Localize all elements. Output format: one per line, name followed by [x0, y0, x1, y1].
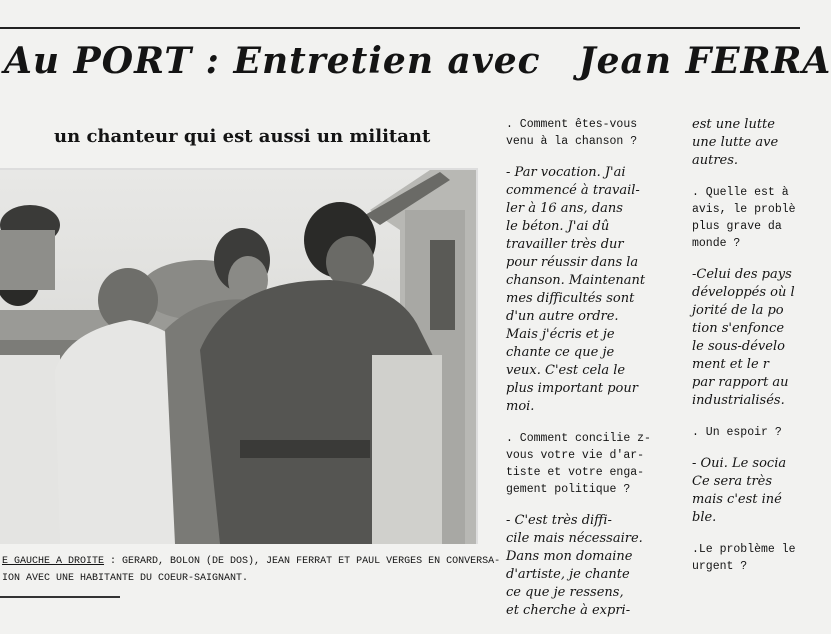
- answer-1-line: travailler très dur: [506, 237, 624, 252]
- answer-2-line: Dans mon domaine: [506, 549, 633, 564]
- caption-line-1: [2, 553, 501, 570]
- continuation-line: autres.: [692, 153, 739, 168]
- top-rule: [0, 27, 800, 29]
- answer-2-line: et cherche à expri-: [506, 603, 631, 618]
- answer-4-line: mais c'est iné: [692, 492, 782, 507]
- article-title: [4, 40, 831, 82]
- answer-1-line: moi.: [506, 399, 535, 414]
- caption-line-2: ION AVEC UNE HABITANTE DU COEUR-SAIGNANT.: [2, 573, 249, 584]
- answer-1-line: d'un autre ordre.: [506, 309, 619, 324]
- answer-3-line: tion s'enfonce: [692, 321, 785, 336]
- question-5: [692, 541, 802, 575]
- question-2-line: tiste et votre enga-: [506, 466, 645, 479]
- title-part-2: Jean FERRA: [578, 40, 831, 82]
- answer-1: [506, 164, 666, 416]
- caption-lead: E GAUCHE A DROITE: [2, 556, 105, 567]
- answer-3-line: -Celui des pays: [692, 267, 792, 282]
- question-2: [506, 430, 666, 498]
- answer-2-line: d'artiste, je chante: [506, 567, 630, 582]
- continuation-line: est une lutte: [692, 117, 775, 132]
- answer-3-line: ment et le r: [692, 357, 769, 372]
- answer-1-line: veux. C'est cela le: [506, 363, 626, 378]
- answer-3-line: par rapport au: [692, 375, 789, 390]
- interview-column-3: [692, 116, 802, 589]
- question-1-line-2: venu à la chanson ?: [506, 135, 638, 148]
- answer-1-line: Mais j'écris et je: [506, 327, 615, 342]
- answer-4-line: Ce sera très: [692, 474, 773, 489]
- question-3-line: monde ?: [692, 237, 741, 250]
- question-3-line: avis, le problè: [692, 203, 796, 216]
- question-3-line: . Quelle est à: [692, 186, 789, 199]
- question-2-line: . Comment concilie z-: [506, 432, 651, 445]
- answer-1-line: pour réussir dans la: [506, 255, 639, 270]
- question-2-line: vous votre vie d'ar-: [506, 449, 645, 462]
- caption-line-1-rest: : GERARD, BOLON (DE DOS), JEAN FERRAT ET PAUL VERGES EN CONVERSA-: [104, 556, 501, 567]
- question-5-line: urgent ?: [692, 560, 748, 573]
- answer-1-line: chanson. Maintenant: [506, 273, 646, 288]
- interview-column-2: [506, 116, 666, 634]
- answer-1-line: mes difficultés sont: [506, 291, 635, 306]
- answer-3-line: industrialisés.: [692, 393, 785, 408]
- answer-1-line: - Par vocation. J'ai: [506, 165, 626, 180]
- answer-4-line: - Oui. Le socia: [692, 456, 787, 471]
- bottom-rule: [0, 596, 120, 598]
- question-1-line-1: . Comment êtes-vous: [506, 118, 638, 131]
- continuation-line: une lutte ave: [692, 135, 779, 150]
- answer-1-line: ler à 16 ans, dans: [506, 201, 623, 216]
- question-4: . Un espoir ?: [692, 426, 782, 439]
- answer-4-line: ble.: [692, 510, 717, 525]
- title-part-1: Au PORT : Entretien avec: [4, 40, 541, 82]
- article-photo: [0, 168, 478, 544]
- question-3-line: plus grave da: [692, 220, 782, 233]
- answer-2-line: - C'est très diffi-: [506, 513, 612, 528]
- answer-4: [692, 455, 802, 527]
- answer-3-line: développés où l: [692, 285, 795, 300]
- answer-3-line: jorité de la po: [692, 303, 784, 318]
- question-5-line: .Le problème le: [692, 543, 796, 556]
- answer-1-line: commencé à travail-: [506, 183, 640, 198]
- answer-1-line: plus important pour: [506, 381, 638, 396]
- photo-caption: [2, 553, 501, 587]
- question-1: [506, 116, 666, 150]
- answer-1-line: le béton. J'ai dû: [506, 219, 610, 234]
- answer-1-line: chante ce que je: [506, 345, 615, 360]
- question-2-line: gement politique ?: [506, 483, 631, 496]
- answer-2-line: ce que je ressens,: [506, 585, 624, 600]
- answer-2: [506, 512, 666, 620]
- column-3-continuation: [692, 116, 802, 170]
- answer-2-line: cile mais nécessaire.: [506, 531, 643, 546]
- article-subtitle: un chanteur qui est aussi un militant: [54, 126, 431, 147]
- answer-3: [692, 266, 802, 410]
- question-3: [692, 184, 802, 252]
- answer-3-line: le sous-dévelo: [692, 339, 785, 354]
